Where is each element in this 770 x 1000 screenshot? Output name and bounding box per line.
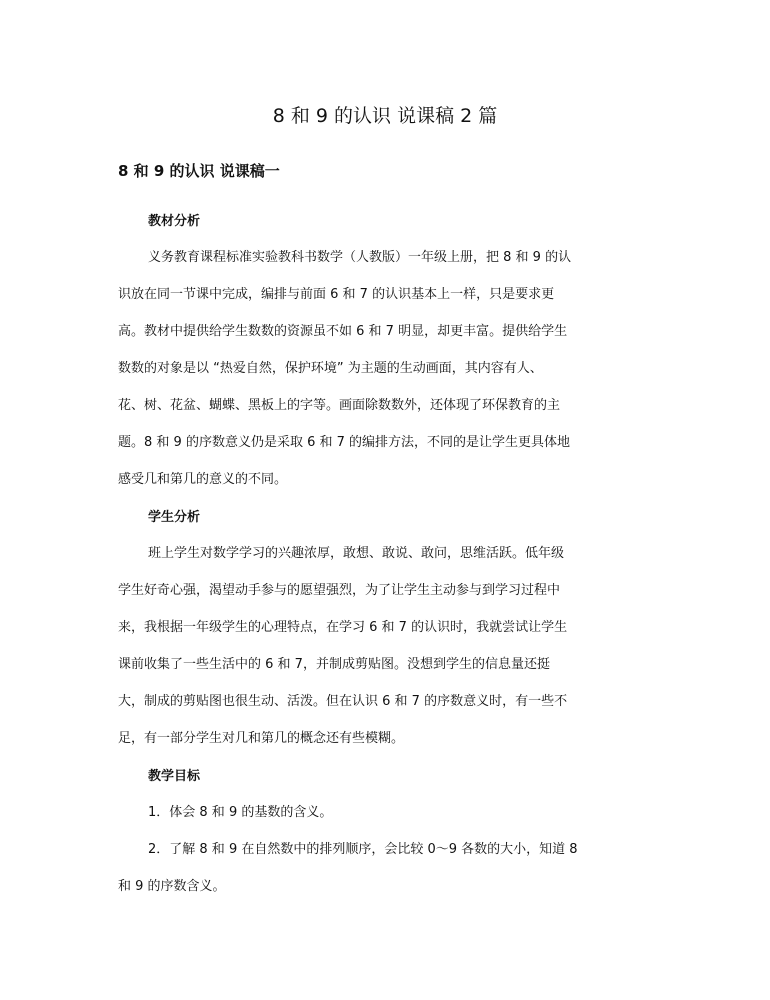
paragraph-line: 学生好奇心强，渴望动手参与的愿望强烈，为了让学生主动参与到学习过程中 [118,583,561,598]
paragraph-line: 足，有一部分学生对几和第几的概念还有些模糊。 [118,731,405,746]
paragraph-line: 义务教育课程标准实验教科书数学（人教版）一年级上册，把 8 和 9 的认 [148,250,572,265]
list-item: 1．体会 8 和 9 的基数的含义。 [148,805,333,820]
paragraph-line: 识放在同一节课中完成，编排与前面 6 和 7 的认识基本上一样，只是要求更 [118,287,555,302]
list-item: 2．了解 8 和 9 在自然数中的排列顺序，会比较 0～9 各数的大小，知道 8 [148,842,578,857]
paragraph-line: 感受几和第几的意义的不同。 [118,472,288,487]
paragraph-line: 大，制成的剪贴图也很生动、活泼。但在认识 6 和 7 的序数意义时，有一些不 [118,694,568,709]
subheading-materials: 教材分析 [148,214,201,229]
paragraph-line: 数数的对象是以 “热爱自然，保护环境” 为主题的生动画面，其内容有人、 [118,361,543,376]
paragraph-line: 高。教材中提供给学生数数的资源虽不如 6 和 7 明显，却更丰富。提供给学生 [118,324,568,339]
paragraph-line: 课前收集了一些生活中的 6 和 7，并制成剪贴图。没想到学生的信息量还挺 [118,657,550,672]
document-title: 8 和 9 的认识 说课稿 2 篇 [272,105,498,127]
paragraph-line: 来，我根据一年级学生的心理特点，在学习 6 和 7 的认识时，我就尝试让学生 [118,620,568,635]
paragraph-line: 题。8 和 9 的序数意义仍是采取 6 和 7 的编排方法，不同的是让学生更具体地 [118,435,571,450]
section-heading: 8 和 9 的认识 说课稿一 [118,162,280,180]
paragraph-line: 班上学生对数学学习的兴趣浓厚，敢想、敢说、敢问，思维活跃。低年级 [148,546,565,561]
paragraph-line: 花、树、花盆、蝴蝶、黑板上的字等。画面除数数外，还体现了环保教育的主 [118,398,561,413]
subheading-students: 学生分析 [148,510,201,525]
list-item-continuation: 和 9 的序数含义。 [118,879,226,894]
subheading-objectives: 教学目标 [148,769,201,784]
